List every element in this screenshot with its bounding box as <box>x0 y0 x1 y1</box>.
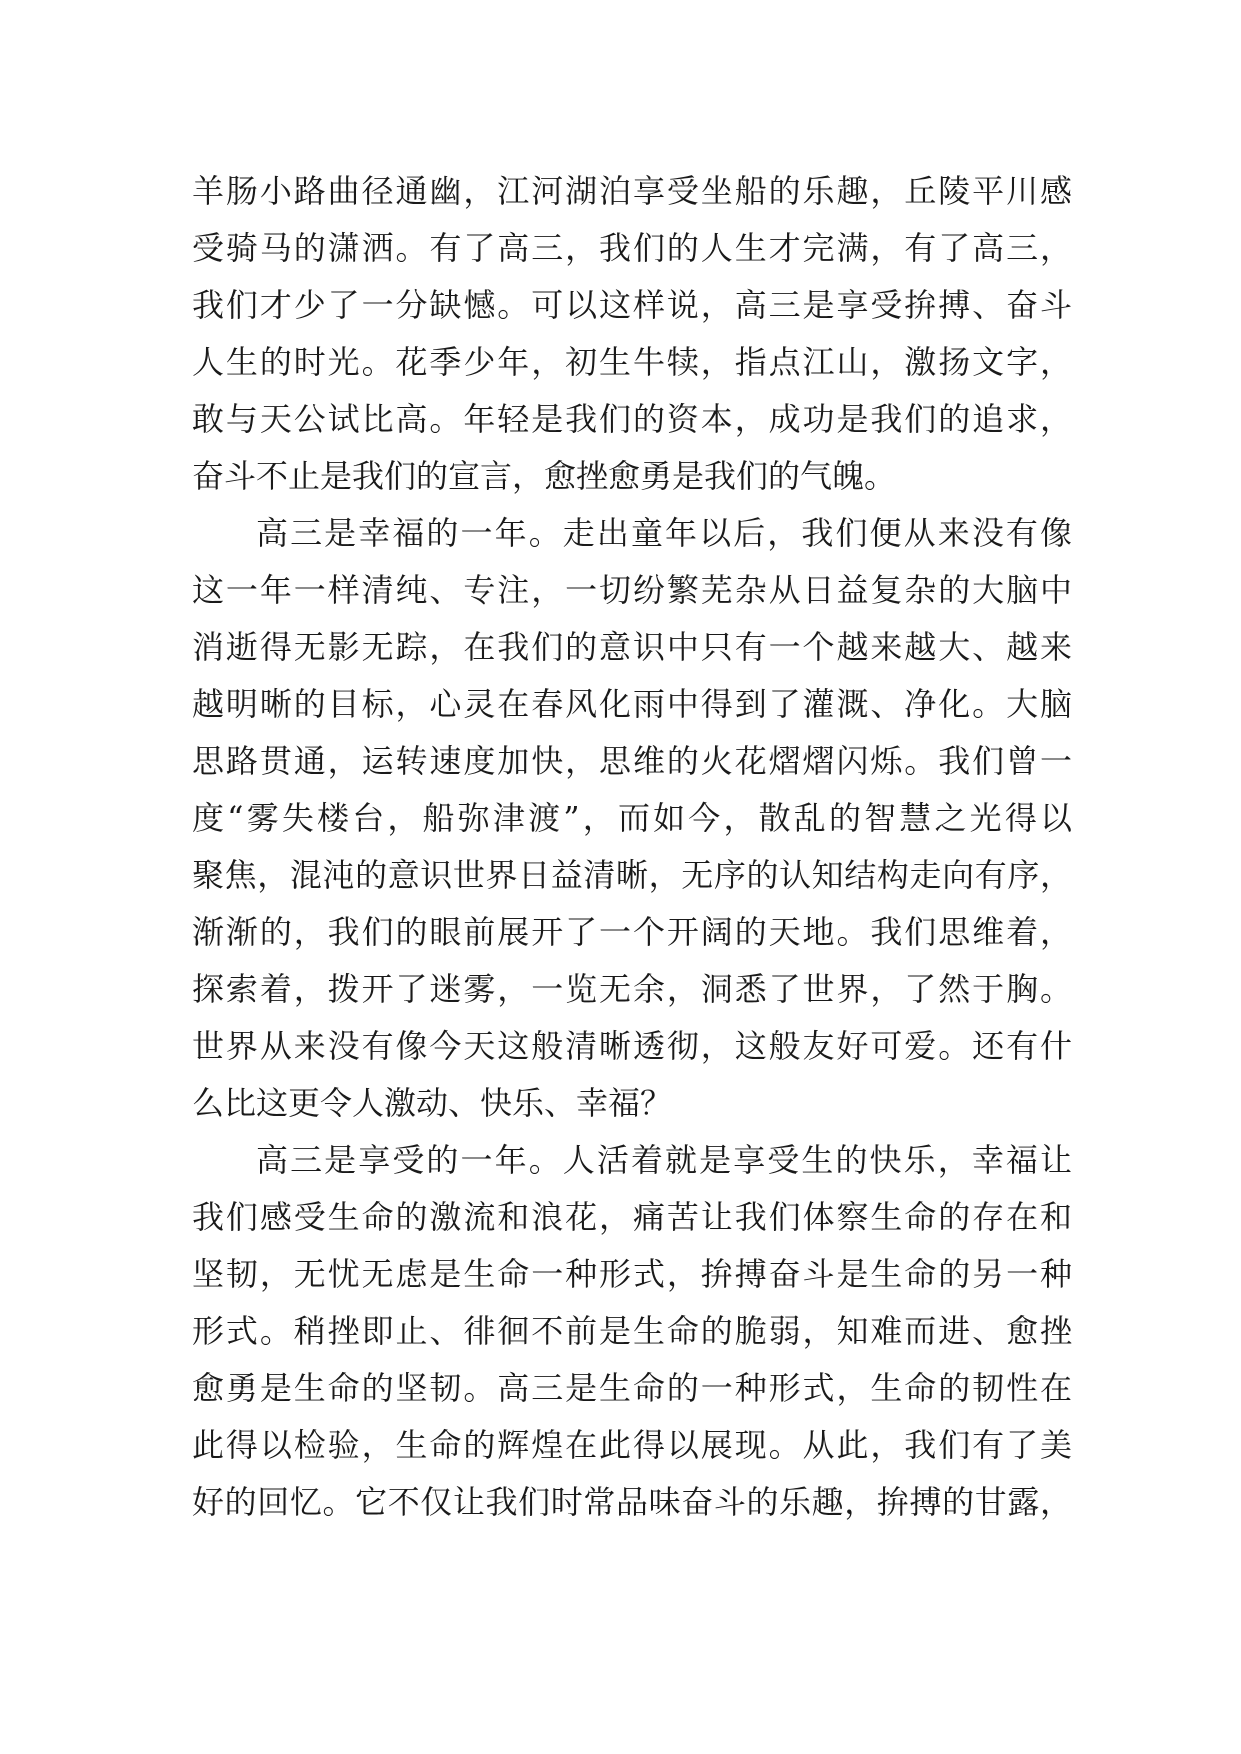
text-line: 我们感受生命的激流和浪花，痛苦让我们体察生命的存在和 <box>192 1198 1072 1236</box>
text-line: 高三是享受的一年。人活着就是享受生的快乐，幸福让 <box>256 1141 1072 1179</box>
text-line: 高三是幸福的一年。走出童年以后，我们便从来没有像 <box>256 514 1072 552</box>
paragraph <box>192 505 1072 1132</box>
text-line: 人生的时光。花季少年，初生牛犊，指点江山，激扬文字， <box>192 343 1072 381</box>
text-line: 羊肠小路曲径通幽，江河湖泊享受坐船的乐趣，丘陵平川感 <box>192 172 1072 210</box>
text-line: 思路贯通，运转速度加快，思维的火花熠熠闪烁。我们曾一 <box>192 742 1072 780</box>
paragraph <box>192 1132 1072 1531</box>
text-line: 聚焦，混沌的意识世界日益清晰，无序的认知结构走向有序， <box>192 856 1072 894</box>
text-line: 我们才少了一分缺憾。可以这样说，高三是享受拚搏、奋斗 <box>192 286 1072 324</box>
text-line: 消逝得无影无踪，在我们的意识中只有一个越来越大、越来 <box>192 628 1072 666</box>
text-line: 愈勇是生命的坚韧。高三是生命的一种形式，生命的韧性在 <box>192 1369 1072 1407</box>
text-line: 奋斗不止是我们的宣言，愈挫愈勇是我们的气魄。 <box>192 457 897 495</box>
text-line: 此得以检验，生命的辉煌在此得以展现。从此，我们有了美 <box>192 1426 1072 1464</box>
text-line: 渐渐的，我们的眼前展开了一个开阔的天地。我们思维着， <box>192 913 1072 951</box>
text-line: 么比这更令人激动、快乐、幸福？ <box>192 1084 673 1122</box>
text-line: 度“雾失楼台，船弥津渡”，而如今，散乱的智慧之光得以 <box>192 799 1072 837</box>
text-line: 坚韧，无忧无虑是生命一种形式，拚搏奋斗是生命的另一种 <box>192 1255 1072 1293</box>
text-line: 受骑马的潇洒。有了高三，我们的人生才完满，有了高三， <box>192 229 1072 267</box>
text-line: 探索着，拨开了迷雾，一览无余，洞悉了世界，了然于胸。 <box>192 970 1072 1008</box>
text-line: 世界从来没有像今天这般清晰透彻，这般友好可爱。还有什 <box>192 1027 1072 1065</box>
text-line: 好的回忆。它不仅让我们时常品味奋斗的乐趣，拚搏的甘露， <box>192 1483 1072 1521</box>
text-line: 敢与天公试比高。年轻是我们的资本，成功是我们的追求， <box>192 400 1072 438</box>
text-line: 形式。稍挫即止、徘徊不前是生命的脆弱，知难而进、愈挫 <box>192 1312 1072 1350</box>
text-line: 这一年一样清纯、专注，一切纷繁芜杂从日益复杂的大脑中 <box>192 571 1072 609</box>
body-text <box>192 163 1072 1531</box>
paragraph <box>192 163 1072 505</box>
text-line: 越明晰的目标，心灵在春风化雨中得到了灌溉、净化。大脑 <box>192 685 1072 723</box>
